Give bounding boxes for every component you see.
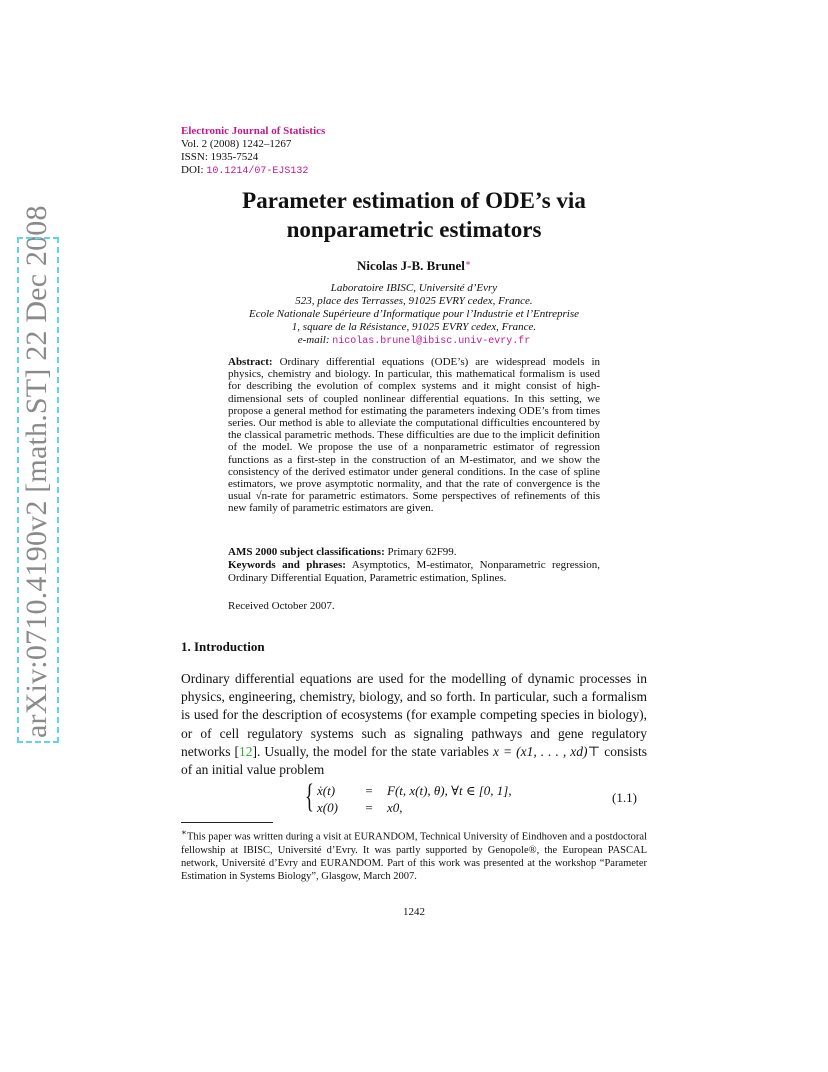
eq-row2-rhs: x0, xyxy=(387,800,403,815)
footnote-mark: ∗ xyxy=(181,827,187,837)
ams-label: AMS 2000 subject classifications: xyxy=(228,546,385,558)
email-label: e-mail: xyxy=(297,334,330,346)
footnote-rule xyxy=(181,822,273,823)
footnote-link[interactable]: ∗ xyxy=(464,258,472,268)
title-line-2: nonparametric estimators xyxy=(286,217,542,242)
eq-row1-lhs: ẋ(t) xyxy=(317,783,336,798)
equation-number: (1.1) xyxy=(612,790,637,805)
intro-text-3: consists of an initial value problem xyxy=(181,743,647,778)
paper-title xyxy=(160,186,668,244)
page-number: 1242 xyxy=(403,906,425,918)
abstract-text: Ordinary differential equations (ODE’s) are widespread models in physics, chemistry and biology. In particular, this mathematical formalism is used for describing the evolution of complex systems and it might consist of high-dimensional sets of coupled nonlinear differential equations. In this setting, we propose a general method for estimating the parameters indexing ODE’s from times series. Our method is able to alleviate the computational difficulties encountered by the classical parametric methods. These difficulties are due to the implicit definition of the model. We propose the use of a nonparametric estimator of regression functions as a first-step in the construction of an M-estimator, and we show the consistency of the derived estimator under general conditions. In the case of spline estimators, we prove asymptotic normality, and that the rate of convergence is the usual xyxy=(228,356,600,503)
author xyxy=(160,258,668,274)
equation-brace: { xyxy=(305,778,314,815)
intro-text-1: Ordinary differential equations are used for the modelling of dynamic processes in physics, engineering, chemistry, biology, and so forth. In particular, such a formalism is used for the description of ecosystems (for example competing species in biology), or of cell regulatory systems such as signaling pathways and gene regulatory networks [ xyxy=(181,671,647,759)
email-link[interactable]: nicolas.brunel@ibisc.univ-evry.fr xyxy=(332,336,531,347)
journal-volume: Vol. 2 (2008) 1242–1267 xyxy=(181,138,292,150)
ams-value: Primary 62F99. xyxy=(387,546,457,558)
footnote-text: This paper was written during a visit at EURANDOM, Technical University of Eindhoven and a postdoctoral fellowship at IBISC, Université d’Evry. It was partly supported by Genopole®, the European PASCAL network, Université d’Evry and EURANDOM. Part of this work was presented at the workshop “Parameter Estimation in Systems Biology”, Glasgow, March 2007. xyxy=(181,831,647,883)
affiliation xyxy=(160,282,668,348)
intro-paragraph xyxy=(181,670,647,779)
equation-row-2 xyxy=(317,799,512,816)
abstract xyxy=(228,356,600,515)
abstract-label: Abstract: xyxy=(228,356,273,368)
affiliation-line-1: Laboratoire IBISC, Université d’Evry xyxy=(330,282,498,294)
state-vector-math: x = (x1, . . . , xd)⊤ xyxy=(492,743,601,759)
received-date: Received October 2007. xyxy=(228,600,335,612)
eq-row1-rel: = xyxy=(365,783,373,798)
keywords-line xyxy=(228,559,600,585)
equation-row-1 xyxy=(317,782,512,799)
intro-text-2: ]. Usually, the model for the state variables xyxy=(252,743,489,759)
abstract-text-end: -rate for parametric estimators. Some perspectives of refinements of this new family of parametric estimators are given. xyxy=(228,490,600,515)
keywords-value: Asymptotics, M-estimator, Nonparametric regression, Ordinary Differential Equation, Parametric estimation, Splines. xyxy=(228,558,600,584)
keywords-label: Keywords and phrases: xyxy=(228,558,346,571)
author-name: Nicolas J-B. Brunel xyxy=(356,258,465,273)
equation-1-1 xyxy=(305,778,512,816)
affiliation-line-2: 523, place des Terrasses, 91025 EVRY cedex, France. xyxy=(295,295,533,307)
footnote xyxy=(181,826,647,883)
title-line-1: Parameter estimation of ODE’s via xyxy=(242,188,586,213)
journal-doi-line xyxy=(181,164,325,178)
email-line xyxy=(160,334,668,348)
journal-name[interactable]: Electronic Journal of Statistics xyxy=(181,125,326,137)
doi-link[interactable]: 10.1214/07-EJS132 xyxy=(206,166,309,177)
journal-info xyxy=(181,125,325,178)
eq-row1-rhs: F(t, x(t), θ), ∀t ∈ [0, 1], xyxy=(387,783,512,798)
eq-row2-rel: = xyxy=(365,800,373,815)
ams-line xyxy=(228,546,600,559)
citation-link[interactable]: 12 xyxy=(239,743,253,759)
eq-row2-lhs: x(0) xyxy=(317,800,338,815)
sqrt-n: √n xyxy=(255,490,268,503)
affiliation-line-4: 1, square de la Résistance, 91025 EVRY cedex, France. xyxy=(291,321,537,333)
doi-label: DOI: xyxy=(181,164,204,176)
section-heading: 1. Introduction xyxy=(181,639,265,654)
affiliation-line-3: Ecole Nationale Supérieure d’Informatique pour l’Industrie et l’Entreprise xyxy=(248,308,580,320)
journal-issn: ISSN: 1935-7524 xyxy=(181,151,259,163)
arxiv-side-stamp[interactable]: arXiv:0710.4190v2 [math.ST] 22 Dec 2008 xyxy=(18,238,58,742)
classification xyxy=(228,546,600,584)
